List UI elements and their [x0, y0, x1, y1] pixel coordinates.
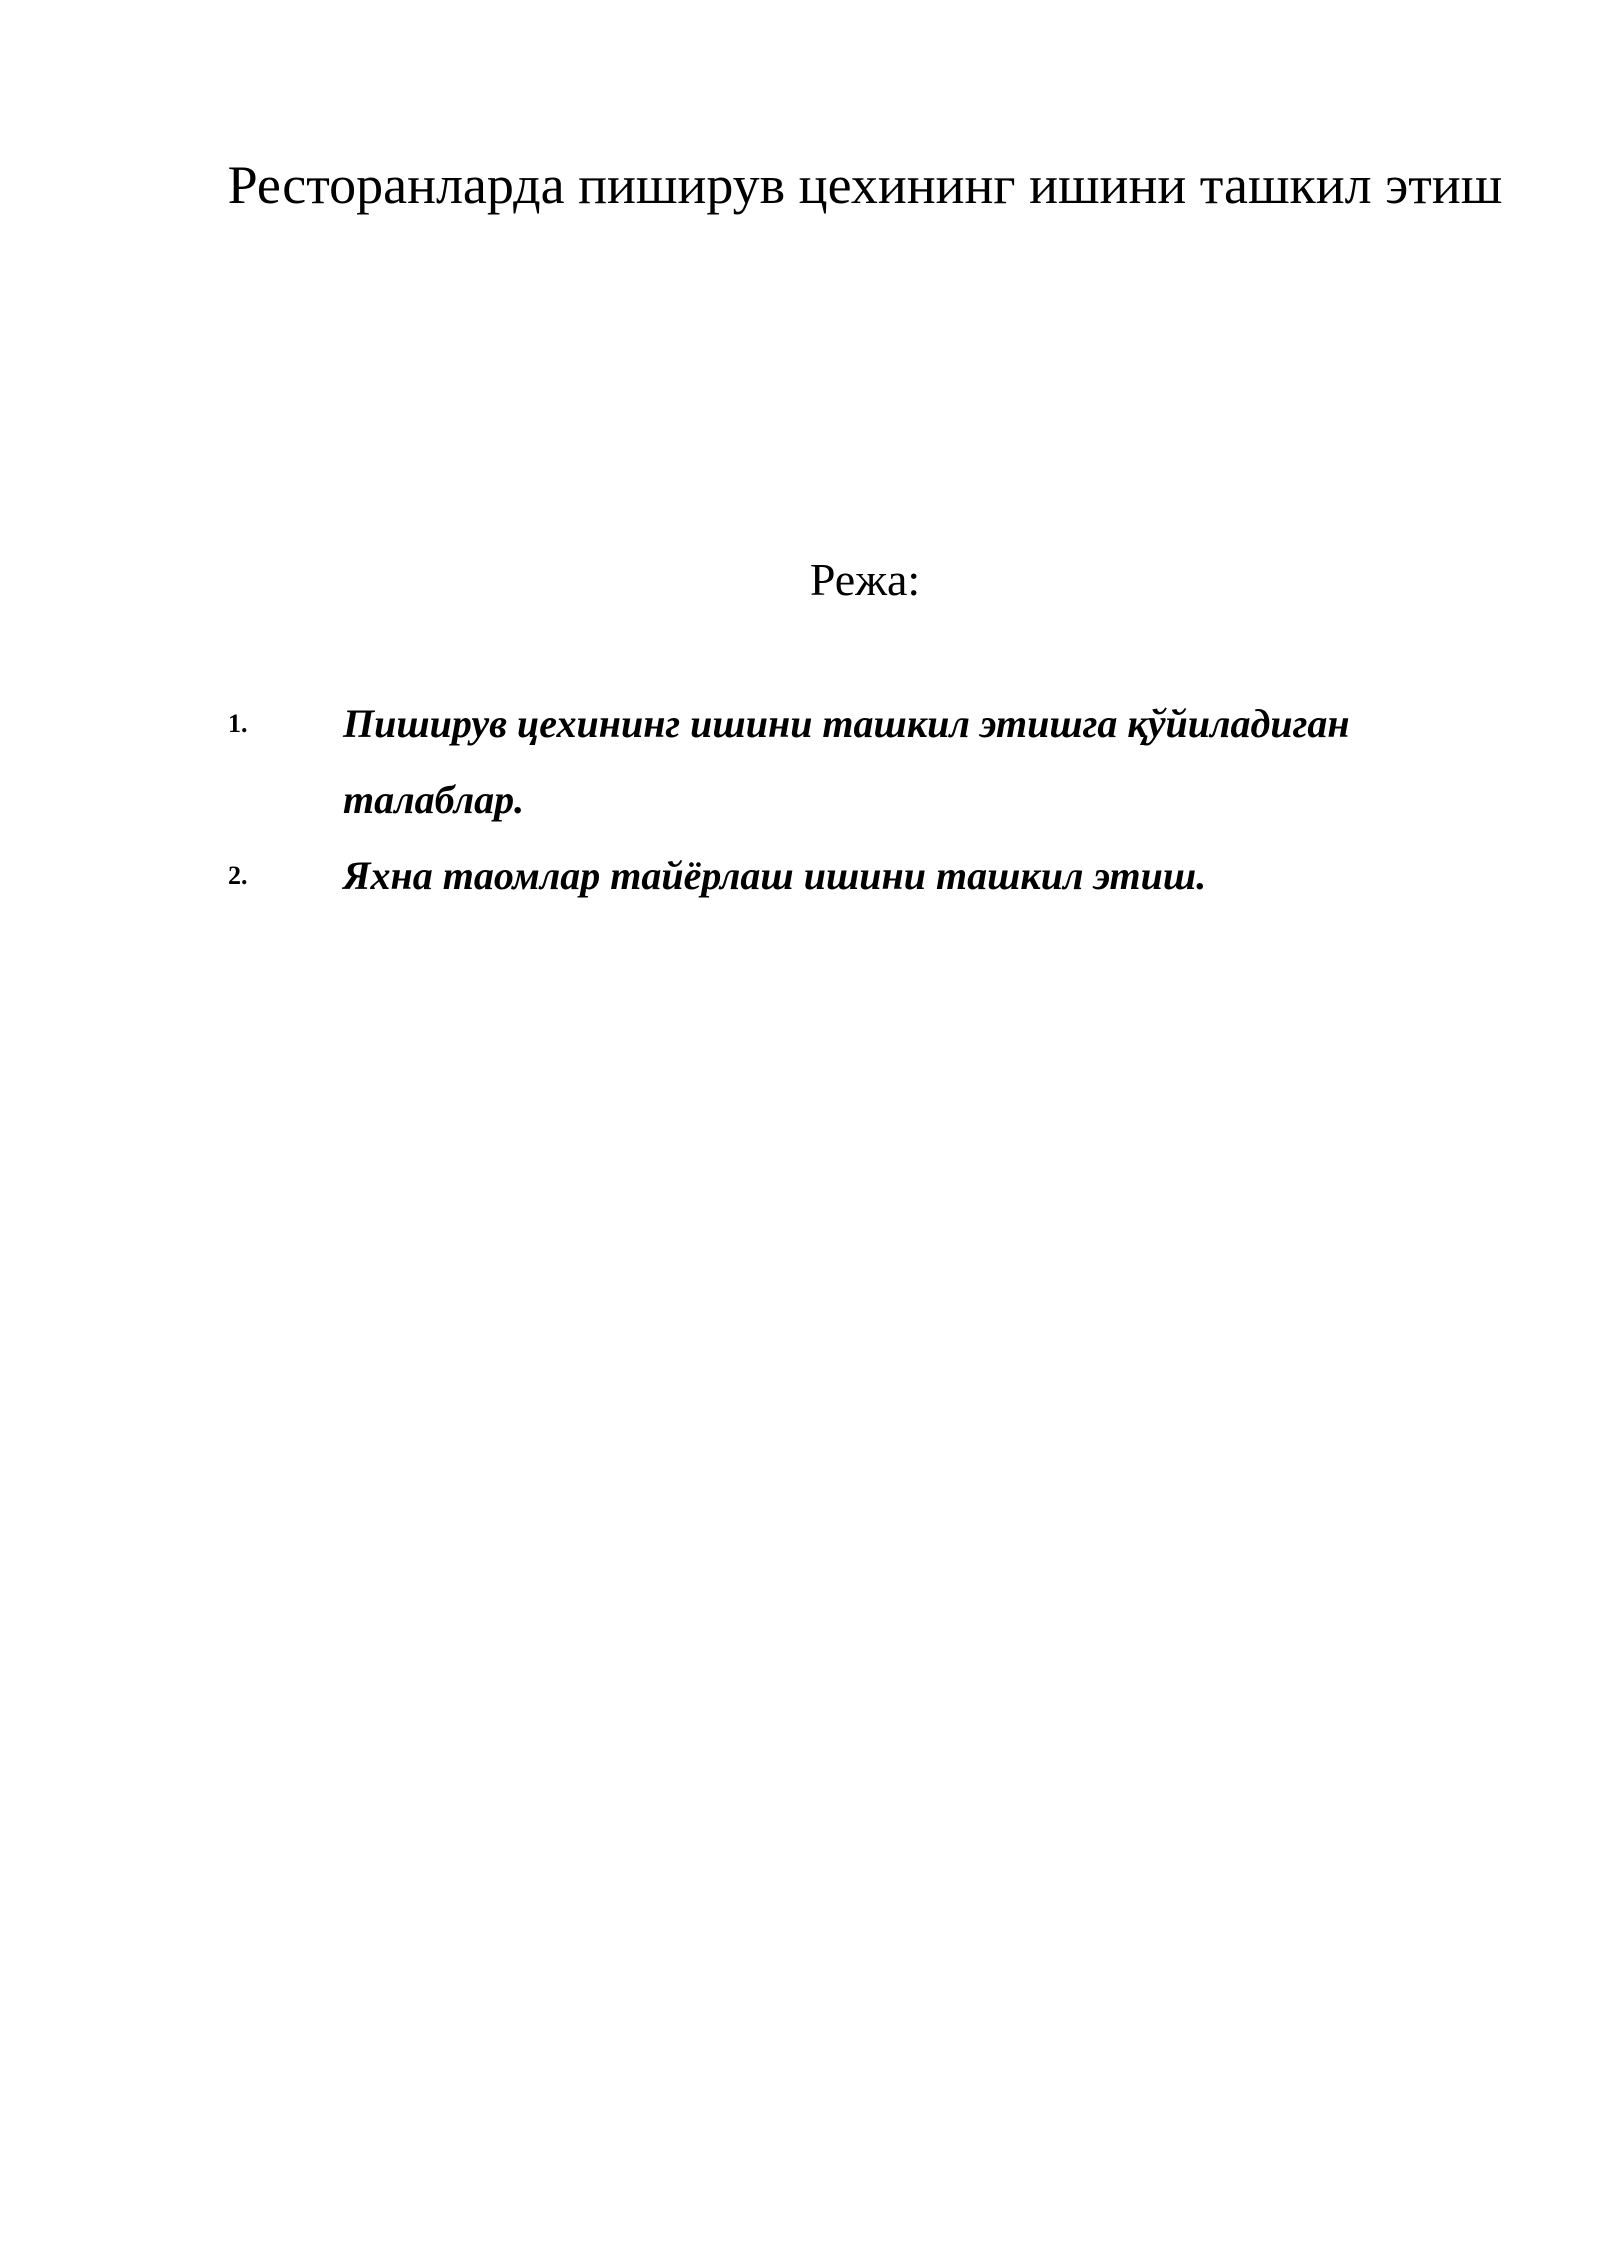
- plan-item-text: Пиширув цехининг ишини ташкил этишга қўйиладиган талаблар.: [343, 701, 1350, 822]
- plan-list: [228, 686, 1528, 914]
- plan-item-text: Яхна таомлар тайёрлаш ишини ташкил этиш.: [343, 853, 1207, 898]
- plan-item: [228, 838, 1528, 914]
- plan-heading: Режа:: [809, 554, 921, 605]
- plan-item-number: 2.: [228, 861, 248, 890]
- document-title: Ресторанларда пиширув цехининг ишини ташкил этиш: [227, 155, 1503, 215]
- plan-item: [228, 686, 1528, 838]
- plan-item-number: 1.: [228, 709, 248, 738]
